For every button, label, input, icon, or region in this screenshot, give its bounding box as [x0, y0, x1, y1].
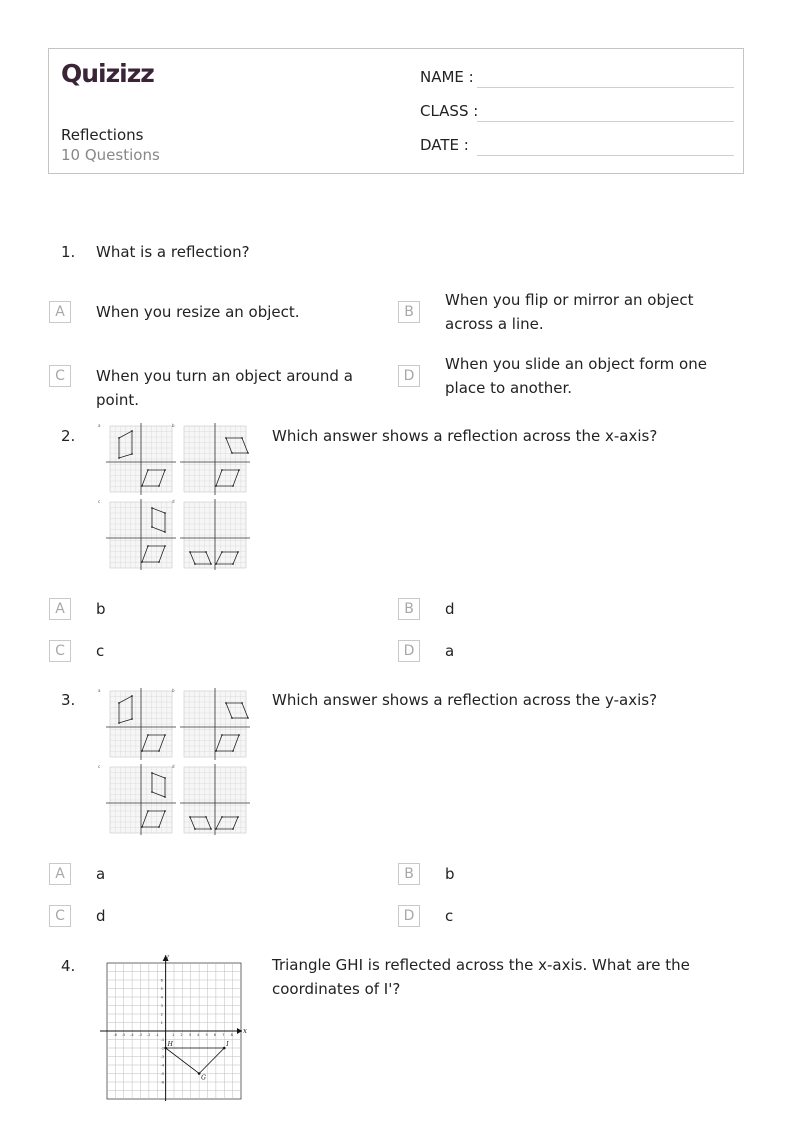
vertex-point	[118, 722, 120, 724]
point-label: G	[201, 1074, 206, 1082]
vertex-point	[238, 469, 240, 471]
y-tick-label: -5	[160, 1072, 165, 1076]
vertex-point	[147, 810, 149, 812]
vertex-point	[131, 695, 133, 697]
vertex-point	[210, 828, 212, 830]
vertex-point	[151, 791, 153, 793]
vertex-point	[164, 777, 166, 779]
option-letter-b[interactable]: B	[398, 598, 420, 620]
vertex-point	[237, 816, 239, 818]
x-tick-label: -4	[130, 1033, 134, 1037]
grid-panel	[172, 499, 250, 570]
vertex-point	[231, 452, 233, 454]
grid-panel	[98, 423, 176, 495]
vertex-point	[131, 718, 133, 720]
vertex-point	[141, 561, 143, 563]
panel-label: c	[98, 499, 101, 504]
vertex-point	[221, 816, 223, 818]
name-label: NAME :	[420, 68, 474, 86]
x-tick-label: 7	[222, 1033, 225, 1037]
date-line[interactable]	[477, 155, 734, 156]
vertex-point	[231, 717, 233, 719]
point-label: I	[226, 1041, 229, 1048]
point-h	[164, 1047, 167, 1050]
vertex-point	[237, 551, 239, 553]
vertex-point	[151, 526, 153, 528]
question-text: Triangle GHI is reflected across the x-axis. What are the coordinates of I'?	[272, 956, 690, 998]
grid-panel	[172, 423, 250, 495]
question-text: What is a reflection?	[96, 243, 250, 261]
option-letter-a[interactable]: A	[49, 598, 71, 620]
option-text[interactable]: a	[445, 642, 455, 660]
vertex-point	[151, 507, 153, 509]
y-tick-label: -3	[160, 1055, 165, 1059]
panel-label: b	[172, 688, 175, 693]
name-field[interactable]	[420, 68, 734, 92]
y-tick-label: -6	[160, 1080, 165, 1085]
vertex-point	[141, 750, 143, 752]
question-text: Which answer shows a reflection across the x-axis?	[272, 427, 658, 445]
vertex-point	[194, 563, 196, 565]
vertex-point	[241, 437, 243, 439]
vertex-point	[215, 563, 217, 565]
x-tick-label: 5	[205, 1033, 208, 1037]
option-text[interactable]: When you turn an object around a point.	[96, 367, 353, 409]
worksheet-title: Reflections	[61, 126, 144, 144]
reflection-grid-figure	[96, 687, 256, 835]
x-axis-label: x	[243, 1027, 247, 1035]
option-text[interactable]: c	[445, 907, 454, 925]
question-number: 2.	[61, 427, 76, 445]
vertex-point	[147, 734, 149, 736]
vertex-point	[247, 452, 249, 454]
vertex-point	[215, 750, 217, 752]
panel-label: a	[98, 423, 101, 428]
option-text[interactable]: a	[96, 865, 106, 883]
vertex-point	[158, 750, 160, 752]
option-text[interactable]: When you resize an object.	[96, 303, 300, 321]
option-letter-c[interactable]: C	[49, 365, 71, 387]
x-tick-label: 8	[230, 1033, 233, 1037]
class-line[interactable]	[477, 121, 734, 122]
option-letter-a[interactable]: A	[49, 301, 71, 323]
vertex-point	[232, 750, 234, 752]
y-tick-label: 4	[160, 995, 163, 1000]
y-tick-label: 1	[160, 1021, 163, 1025]
vertex-point	[164, 810, 166, 812]
y-tick-label: 6	[160, 978, 163, 983]
grid-panel	[98, 688, 176, 760]
x-tick-label: 6	[213, 1033, 217, 1037]
vertex-point	[164, 796, 166, 798]
vertex-point	[131, 453, 133, 455]
option-text[interactable]: b	[96, 600, 106, 618]
vertex-point	[141, 826, 143, 828]
x-tick-label: 2	[180, 1033, 183, 1037]
vertex-point	[131, 430, 133, 432]
point-g	[198, 1072, 201, 1075]
x-tick-label: 1	[172, 1033, 175, 1037]
option-text[interactable]: When you flip or mirror an object across a line.	[445, 291, 694, 333]
vertex-point	[205, 551, 207, 553]
vertex-point	[238, 734, 240, 736]
date-label: DATE :	[420, 136, 469, 154]
vertex-point	[118, 702, 120, 704]
option-text[interactable]: d	[445, 600, 455, 618]
x-tick-label: 3	[188, 1033, 191, 1037]
vertex-point	[189, 551, 191, 553]
y-tick-label: -1	[160, 1038, 165, 1042]
y-tick-label: -4	[160, 1063, 165, 1068]
vertex-point	[194, 828, 196, 830]
class-label: CLASS :	[420, 102, 479, 120]
y-tick-label: 2	[160, 1012, 163, 1017]
vertex-point	[164, 734, 166, 736]
option-letter-a[interactable]: A	[49, 863, 71, 885]
grid-panel	[98, 764, 176, 835]
x-tick-label: 4	[197, 1033, 200, 1037]
option-letter-b[interactable]: B	[398, 301, 420, 323]
option-letter-d[interactable]: D	[398, 640, 420, 662]
panel-label: c	[98, 764, 101, 769]
vertex-point	[158, 485, 160, 487]
option-letter-d[interactable]: D	[398, 905, 420, 927]
name-line[interactable]	[477, 87, 734, 88]
x-tick-label: -3	[138, 1033, 142, 1037]
vertex-point	[210, 563, 212, 565]
vertex-point	[205, 816, 207, 818]
vertex-point	[221, 469, 223, 471]
vertex-point	[141, 485, 143, 487]
vertex-point	[221, 734, 223, 736]
coordinate-plane-figure	[100, 953, 250, 1103]
vertex-point	[118, 457, 120, 459]
reflection-grid-figure	[96, 422, 256, 570]
x-tick-label: -5	[121, 1033, 126, 1037]
question-number: 1.	[61, 243, 76, 261]
vertex-point	[221, 551, 223, 553]
vertex-point	[164, 531, 166, 533]
y-tick-label: -2	[160, 1046, 165, 1051]
panel-label: d	[172, 499, 175, 504]
vertex-point	[215, 485, 217, 487]
option-text[interactable]: d	[96, 907, 106, 925]
option-letter-c[interactable]: C	[49, 640, 71, 662]
option-letter-c[interactable]: C	[49, 905, 71, 927]
vertex-point	[147, 545, 149, 547]
quizizz-logo: Quizizz	[61, 59, 154, 88]
point-i	[223, 1047, 226, 1050]
grid-panel	[98, 499, 176, 570]
vertex-point	[164, 469, 166, 471]
vertex-point	[241, 702, 243, 704]
question-text: Which answer shows a reflection across the y-axis?	[272, 691, 658, 709]
vertex-point	[225, 702, 227, 704]
vertex-point	[189, 816, 191, 818]
point-label: H	[167, 1041, 173, 1048]
vertex-point	[232, 485, 234, 487]
y-tick-label: 3	[160, 1004, 163, 1008]
question-count: 10 Questions	[61, 146, 160, 164]
x-tick-label: -6	[113, 1033, 117, 1037]
option-text[interactable]: c	[96, 642, 105, 660]
vertex-point	[147, 469, 149, 471]
vertex-point	[215, 828, 217, 830]
x-tick-label: -2	[146, 1033, 151, 1037]
option-text[interactable]: When you slide an object form one place to another.	[445, 355, 707, 397]
vertex-point	[164, 512, 166, 514]
class-field[interactable]	[420, 102, 734, 126]
vertex-point	[232, 828, 234, 830]
question-number: 3.	[61, 691, 76, 709]
vertex-point	[158, 826, 160, 828]
y-tick-label: 5	[160, 987, 163, 991]
panel-label: b	[172, 423, 175, 428]
vertex-point	[232, 563, 234, 565]
vertex-point	[158, 561, 160, 563]
x-tick-label: -1	[155, 1033, 159, 1037]
option-text[interactable]: b	[445, 865, 455, 883]
vertex-point	[151, 772, 153, 774]
y-axis-label: y	[164, 953, 169, 961]
vertex-point	[164, 545, 166, 547]
worksheet-header	[48, 48, 744, 174]
vertex-point	[225, 437, 227, 439]
question-number: 4.	[61, 957, 76, 975]
grid-panel	[172, 688, 250, 760]
date-field[interactable]	[420, 136, 734, 160]
option-letter-b[interactable]: B	[398, 863, 420, 885]
option-letter-d[interactable]: D	[398, 365, 420, 387]
panel-label: d	[172, 764, 175, 769]
panel-label: a	[98, 688, 101, 693]
vertex-point	[247, 717, 249, 719]
vertex-point	[118, 437, 120, 439]
grid-panel	[172, 764, 250, 835]
